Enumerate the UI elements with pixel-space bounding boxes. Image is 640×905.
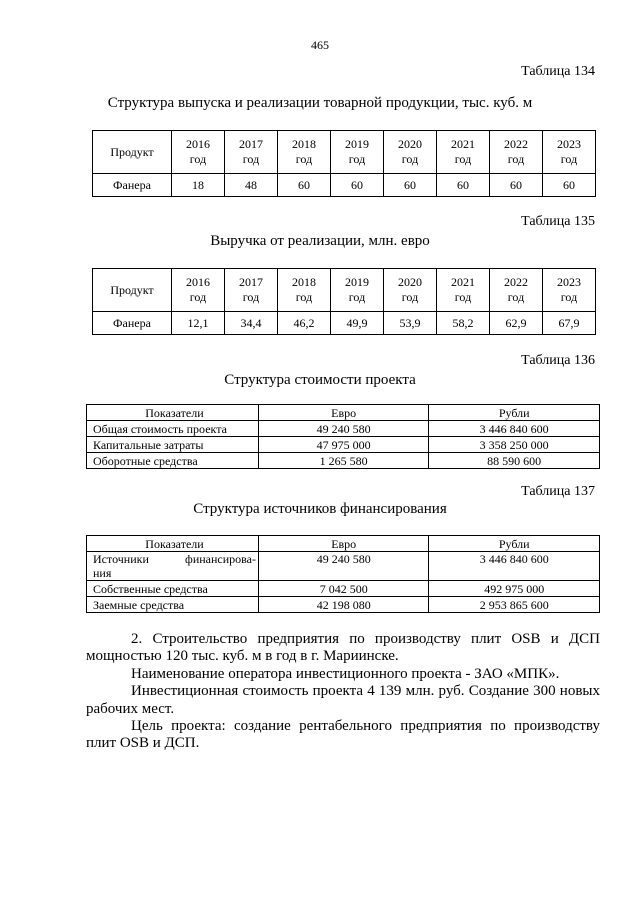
table-cell: Заемные средства [87,597,259,613]
table-137-title: Структура источников финансирования [193,501,447,517]
table-cell: 18 [172,174,225,197]
table-136-label: Таблица 136 [521,353,595,368]
table-cell: 60 [384,174,437,197]
table-cell: 1 265 580 [258,453,428,469]
table-cell: 3 446 840 600 [429,421,600,437]
table-cell: 58,2 [437,312,490,335]
table-cell: 47 975 000 [258,437,428,453]
page-number: 465 [311,38,329,52]
header-cell: 2016 год [172,269,225,312]
table-row [87,437,600,453]
table-cell: Фанера [93,174,172,197]
header-cell: 2017 год [225,269,278,312]
header-cell: 2017 год [225,131,278,174]
table-cell: 60 [278,174,331,197]
table-cell: 46,2 [278,312,331,335]
header-cell: 2018 год [278,131,331,174]
table-cell: 88 590 600 [429,453,600,469]
header-cell: Показатели [87,405,259,421]
table-135-label: Таблица 135 [521,214,595,229]
table-cell: 3 358 250 000 [429,437,600,453]
table-cell: 60 [490,174,543,197]
table-cell: Собственные средства [87,581,259,597]
table-cell: 62,9 [490,312,543,335]
table-cell: 492 975 000 [429,581,600,597]
header-cell: 2019 год [331,131,384,174]
header-cell: 2020 год [384,269,437,312]
table-row [93,312,596,335]
header-cell: 2021 год [437,131,490,174]
header-cell: 2023 год [543,269,596,312]
header-cell: 2019 год [331,269,384,312]
header-cell: 2021 год [437,269,490,312]
table-134-label: Таблица 134 [521,64,595,79]
table-row [87,581,600,597]
table-cell [87,552,259,581]
header-cell: Продукт [93,131,172,174]
header-cell: Продукт [93,269,172,312]
table-cell: 42 198 080 [258,597,428,613]
body-text [86,631,600,753]
table-134 [92,130,596,197]
header-cell: Рубли [429,405,600,421]
table-cell: 60 [437,174,490,197]
table-cell: 12,1 [172,312,225,335]
table-header-row [87,536,600,552]
table-135 [92,268,596,335]
table-cell: 34,4 [225,312,278,335]
header-cell: 2022 год [490,269,543,312]
table-cell: Капитальные затраты [87,437,259,453]
table-header-row [93,131,596,174]
table-cell: 48 [225,174,278,197]
paragraph: Наименование оператора инвестиционного проекта - ЗАО «МПК». [131,665,560,682]
table-cell: 7 042 500 [258,581,428,597]
table-cell: Фанера [93,312,172,335]
table-header-row [87,405,600,421]
table-135-title: Выручка от реализации, млн. евро [210,233,430,249]
table-row [87,421,600,437]
table-cell: 2 953 865 600 [429,597,600,613]
table-cell: 53,9 [384,312,437,335]
table-cell: 49,9 [331,312,384,335]
table-row [87,453,600,469]
paragraph: 2. Строительство предприятия по производству плит OSB и ДСП мощностью 120 тыс. куб. м в год в г. Мариинске. [86,631,600,665]
table-136-title: Структура стоимости проекта [224,372,416,388]
table-header-row [93,269,596,312]
cell-line: Источники финансирова- [93,552,256,566]
table-row [87,552,600,581]
header-cell: 2016 год [172,131,225,174]
table-cell: 60 [543,174,596,197]
table-cell: 60 [331,174,384,197]
header-cell: Евро [258,405,428,421]
table-cell: 67,9 [543,312,596,335]
header-cell: 2020 год [384,131,437,174]
table-cell: Общая стоимость проекта [87,421,259,437]
table-cell: Оборотные средства [87,453,259,469]
paragraph: Инвестиционная стоимость проекта 4 139 млн. руб. Создание 300 новых рабочих мест. [86,683,600,717]
table-cell: 49 240 580 [258,552,428,581]
table-134-title: Структура выпуска и реализации товарной продукции, тыс. куб. м [107,95,533,111]
header-cell: 2018 год [278,269,331,312]
header-cell: Рубли [429,536,600,552]
header-cell: 2022 год [490,131,543,174]
table-row [93,174,596,197]
header-cell: 2023 год [543,131,596,174]
header-cell: Показатели [87,536,259,552]
cell-line: ния [93,566,112,580]
table-137-label: Таблица 137 [521,484,595,499]
table-row [87,597,600,613]
table-137 [86,535,600,613]
paragraph: Цель проекта: создание рентабельного предприятия по производству плит OSB и ДСП. [86,718,600,752]
header-cell: Евро [258,536,428,552]
table-cell: 3 446 840 600 [429,552,600,581]
table-136 [86,404,600,469]
table-cell: 49 240 580 [258,421,428,437]
